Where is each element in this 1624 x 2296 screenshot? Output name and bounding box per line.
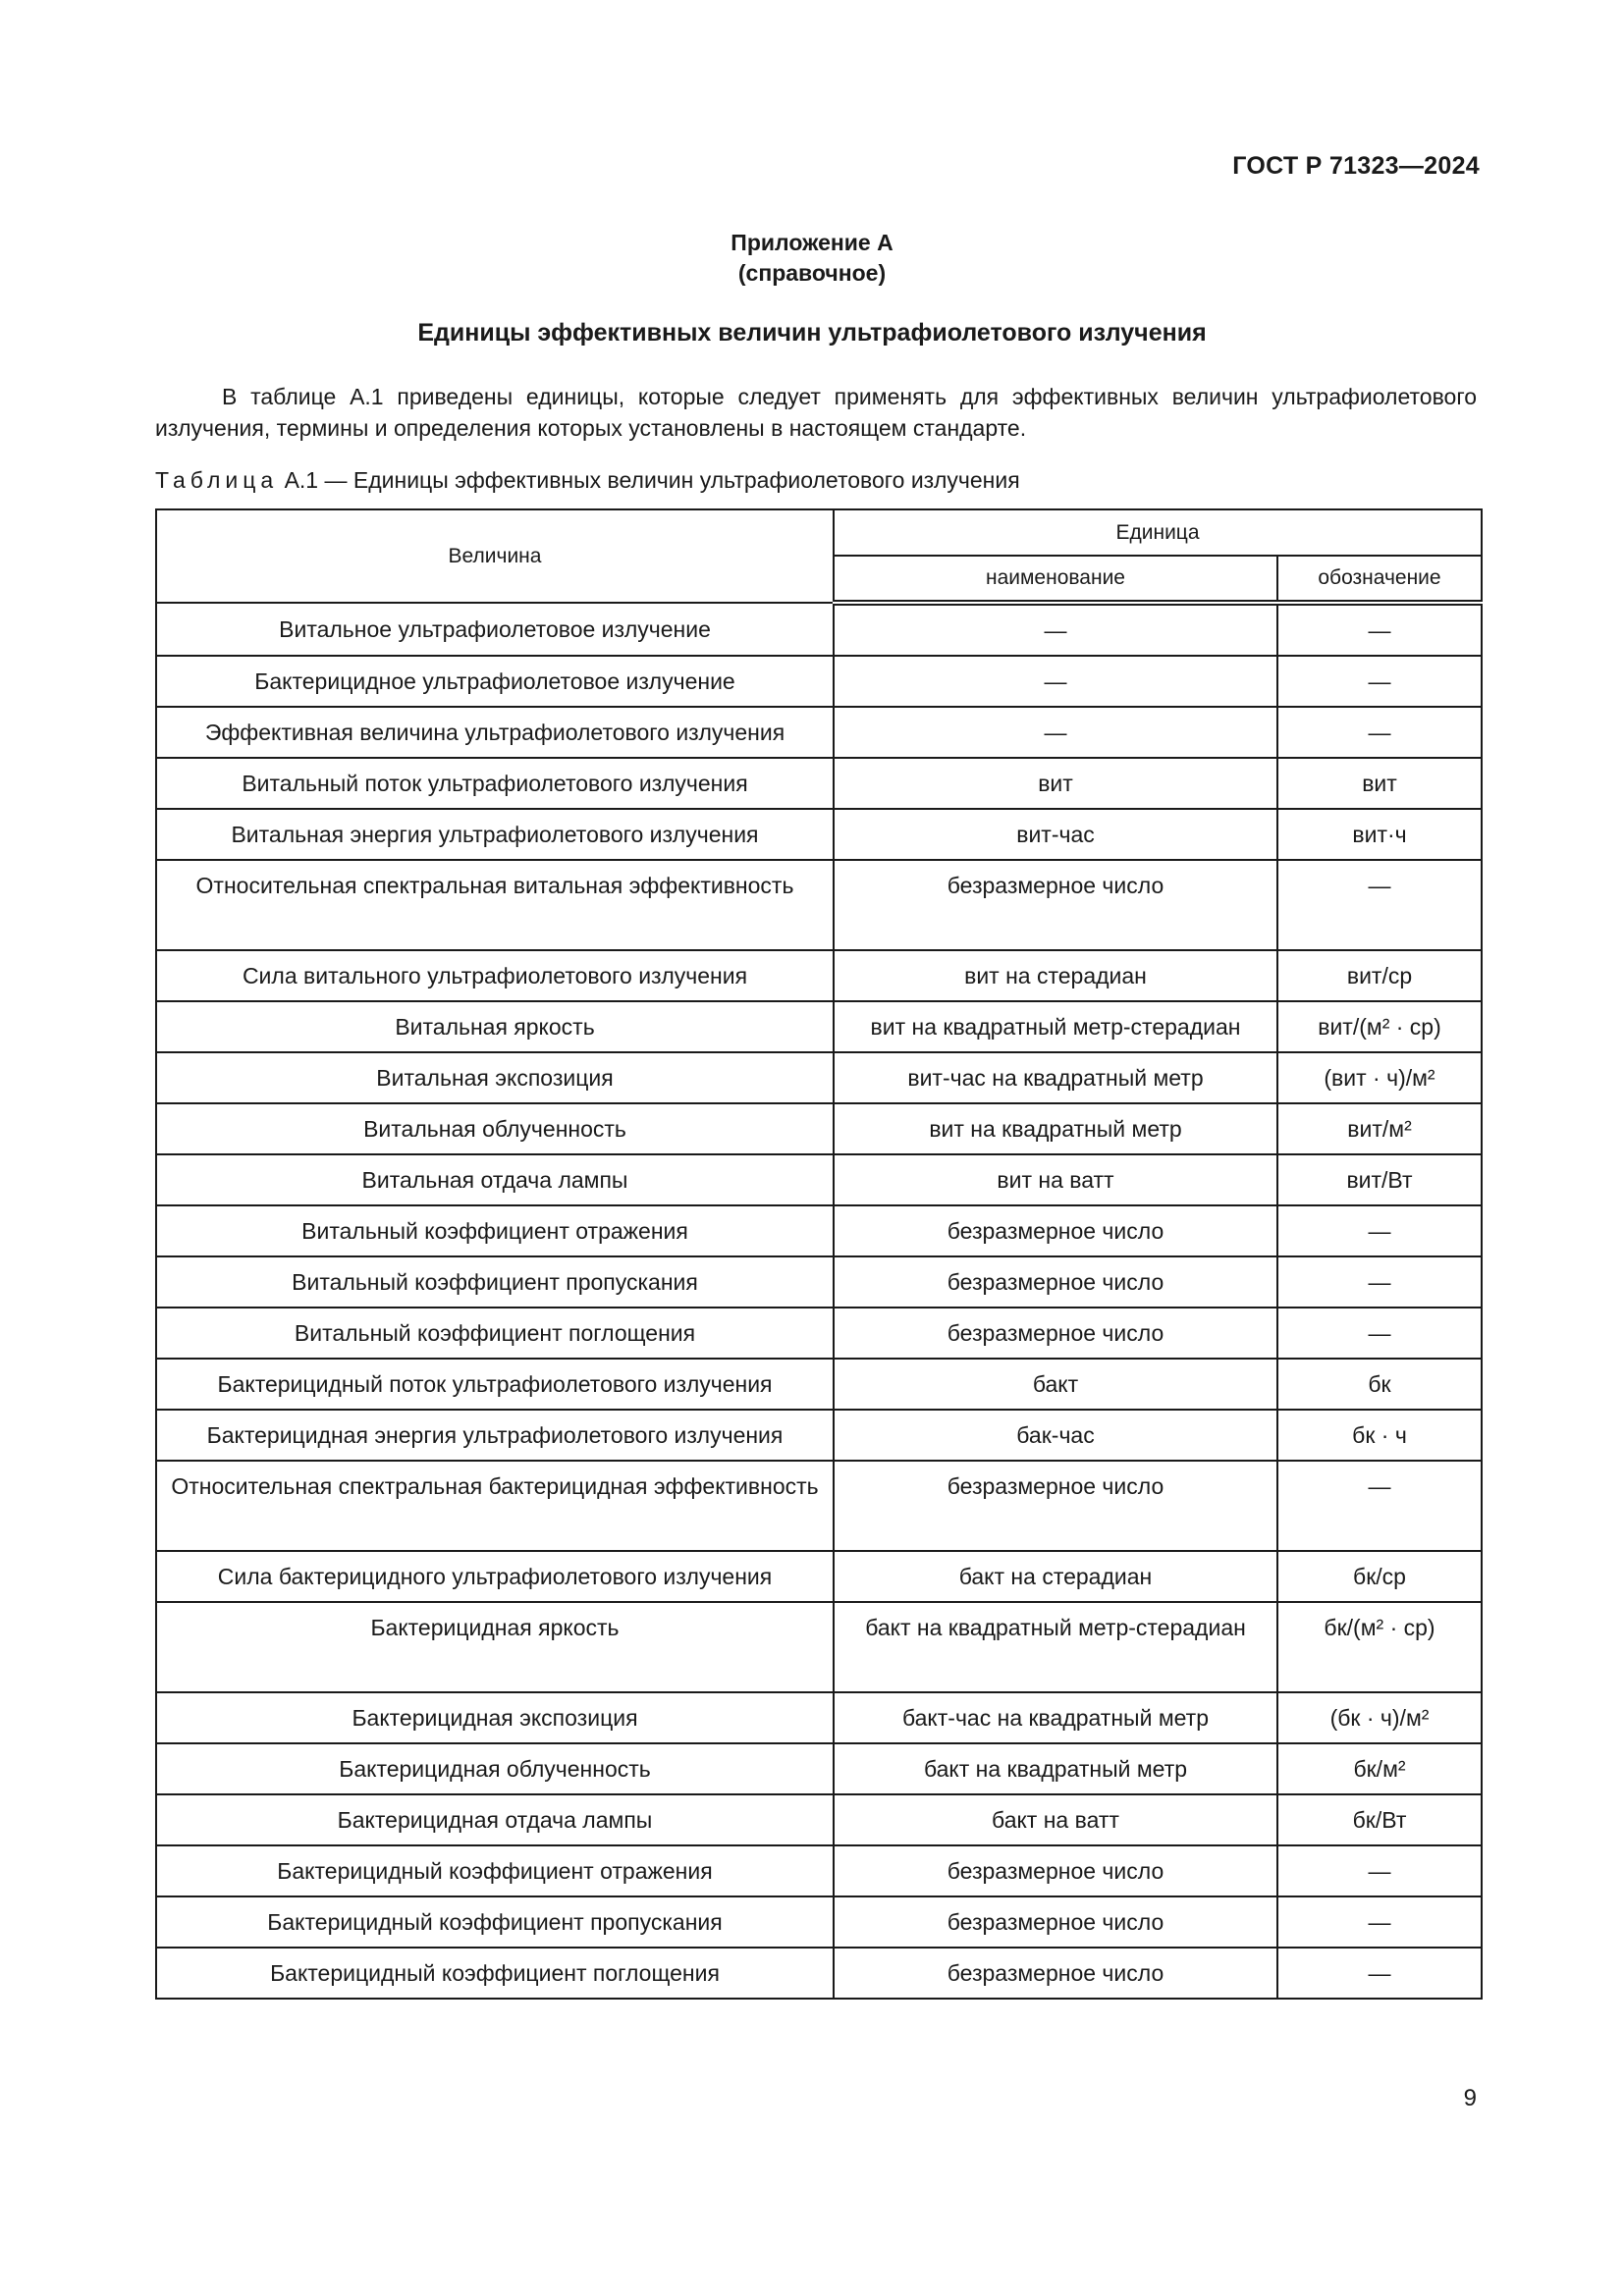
table-row [156,1461,1482,1551]
cell-quantity: Бактерицидная облученность [156,1743,834,1794]
table-row [156,1154,1482,1205]
cell-quantity: Бактерицидный коэффициент пропускания [156,1896,834,1948]
cell-unit-name: безразмерное число [834,860,1277,950]
table-row [156,1001,1482,1052]
cell-unit-symbol: бк/м² [1277,1743,1482,1794]
cell-unit-name: безразмерное число [834,1845,1277,1896]
cell-unit-symbol: — [1277,656,1482,707]
cell-quantity: Витальный коэффициент отражения [156,1205,834,1256]
cell-unit-name: — [834,707,1277,758]
table-row [156,1602,1482,1692]
cell-quantity: Относительная спектральная бактерицидная эффективность [156,1461,834,1551]
appendix-subtitle: (справочное) [737,260,887,286]
cell-unit-symbol: — [1277,1205,1482,1256]
cell-quantity: Относительная спектральная витальная эффективность [156,860,834,950]
table-row [156,1743,1482,1794]
table-row [156,1692,1482,1743]
cell-unit-name: вит-час на квадратный метр [834,1052,1277,1103]
cell-unit-symbol: вит/(м² · ср) [1277,1001,1482,1052]
table-row [156,1052,1482,1103]
table-caption [155,467,1020,494]
cell-unit-symbol: — [1277,860,1482,950]
table-row [156,1845,1482,1896]
table-header [156,509,1482,603]
cell-quantity: Витальный поток ультрафиолетового излучения [156,758,834,809]
cell-unit-symbol: вит/Вт [1277,1154,1482,1205]
cell-quantity: Бактерицидная яркость [156,1602,834,1692]
cell-unit-name: безразмерное число [834,1256,1277,1308]
cell-quantity: Витальная экспозиция [156,1052,834,1103]
cell-unit-symbol: — [1277,1845,1482,1896]
header-unit: Единица [834,509,1482,556]
table-row [156,860,1482,950]
cell-unit-name: бакт [834,1359,1277,1410]
cell-unit-symbol: — [1277,1896,1482,1948]
table-row [156,1551,1482,1602]
table-row [156,1410,1482,1461]
cell-unit-name: вит на стерадиан [834,950,1277,1001]
table-caption-word: Таблица [155,467,279,493]
cell-quantity: Бактерицидный коэффициент поглощения [156,1948,834,1999]
table-row [156,1896,1482,1948]
table-row [156,1948,1482,1999]
cell-unit-name: вит [834,758,1277,809]
cell-unit-symbol: — [1277,603,1482,656]
cell-quantity: Эффективная величина ультрафиолетового излучения [156,707,834,758]
cell-unit-name: бакт-час на квадратный метр [834,1692,1277,1743]
document-code: ГОСТ Р 71323—2024 [1232,152,1480,180]
cell-quantity: Бактерицидная энергия ультрафиолетового излучения [156,1410,834,1461]
cell-quantity: Витальная энергия ультрафиолетового излучения [156,809,834,860]
cell-unit-name: бакт на ватт [834,1794,1277,1845]
table-row [156,1794,1482,1845]
table-row [156,950,1482,1001]
cell-unit-symbol: — [1277,707,1482,758]
table-body [156,603,1482,1999]
table-row [156,656,1482,707]
table-row [156,1205,1482,1256]
cell-unit-name: бак-час [834,1410,1277,1461]
cell-quantity: Витальная облученность [156,1103,834,1154]
cell-quantity: Бактерицидная отдача лампы [156,1794,834,1845]
cell-quantity: Сила бактерицидного ультрафиолетового излучения [156,1551,834,1602]
table-row [156,603,1482,656]
cell-quantity: Сила витального ультрафиолетового излучения [156,950,834,1001]
cell-unit-symbol: бк [1277,1359,1482,1410]
cell-unit-symbol: бк/(м² · ср) [1277,1602,1482,1692]
table-row [156,707,1482,758]
cell-unit-name: — [834,656,1277,707]
table-row [156,809,1482,860]
cell-quantity: Бактерицидное ультрафиолетовое излучение [156,656,834,707]
cell-quantity: Витальная отдача лампы [156,1154,834,1205]
header-quantity: Величина [156,509,834,603]
cell-unit-symbol: — [1277,1256,1482,1308]
cell-unit-symbol: бк/ср [1277,1551,1482,1602]
cell-quantity: Бактерицидный коэффициент отражения [156,1845,834,1896]
cell-unit-symbol: — [1277,1308,1482,1359]
cell-quantity: Витальный коэффициент пропускания [156,1256,834,1308]
appendix-heading [0,228,1624,289]
table-row [156,758,1482,809]
section-title: Единицы эффективных величин ультрафиолетового излучения [417,319,1207,347]
cell-unit-name: — [834,603,1277,656]
table-row [156,1256,1482,1308]
table-row [156,1359,1482,1410]
cell-unit-name: вит-час [834,809,1277,860]
cell-unit-name: бакт на квадратный метр [834,1743,1277,1794]
cell-unit-name: безразмерное число [834,1461,1277,1551]
table-caption-text: А.1 — Единицы эффективных величин ультрафиолетового излучения [284,467,1020,493]
cell-unit-symbol: вит/м² [1277,1103,1482,1154]
appendix-title: Приложение А [731,230,893,255]
cell-unit-symbol: (вит · ч)/м² [1277,1052,1482,1103]
cell-unit-symbol: (бк · ч)/м² [1277,1692,1482,1743]
cell-unit-name: бакт на квадратный метр-стерадиан [834,1602,1277,1692]
cell-unit-name: бакт на стерадиан [834,1551,1277,1602]
cell-unit-symbol: — [1277,1948,1482,1999]
cell-quantity: Бактерицидный поток ультрафиолетового излучения [156,1359,834,1410]
cell-unit-name: безразмерное число [834,1948,1277,1999]
cell-unit-name: безразмерное число [834,1308,1277,1359]
cell-unit-name: вит на ватт [834,1154,1277,1205]
cell-unit-symbol: бк/Вт [1277,1794,1482,1845]
table-header-row [156,509,1482,556]
cell-quantity: Бактерицидная экспозиция [156,1692,834,1743]
cell-quantity: Витальная яркость [156,1001,834,1052]
cell-unit-symbol: вит/ср [1277,950,1482,1001]
intro-text: В таблице А.1 приведены единицы, которые следует применять для эффективных величин ультрафиолетового излучения, термины и определения которых установлены в настоящем стандарте. [155,384,1477,441]
cell-quantity: Витальное ультрафиолетовое излучение [156,603,834,656]
header-unit-name: наименование [834,556,1277,603]
page-number: 9 [1463,2085,1477,2111]
cell-unit-symbol: вит [1277,758,1482,809]
cell-unit-name: безразмерное число [834,1205,1277,1256]
table-row [156,1103,1482,1154]
table-row [156,1308,1482,1359]
cell-quantity: Витальный коэффициент поглощения [156,1308,834,1359]
cell-unit-symbol: — [1277,1461,1482,1551]
cell-unit-symbol: бк · ч [1277,1410,1482,1461]
cell-unit-name: безразмерное число [834,1896,1277,1948]
header-unit-symbol: обозначение [1277,556,1482,603]
cell-unit-symbol: вит·ч [1277,809,1482,860]
cell-unit-name: вит на квадратный метр [834,1103,1277,1154]
units-table [155,508,1483,2000]
cell-unit-name: вит на квадратный метр-стерадиан [834,1001,1277,1052]
intro-paragraph [155,381,1477,444]
